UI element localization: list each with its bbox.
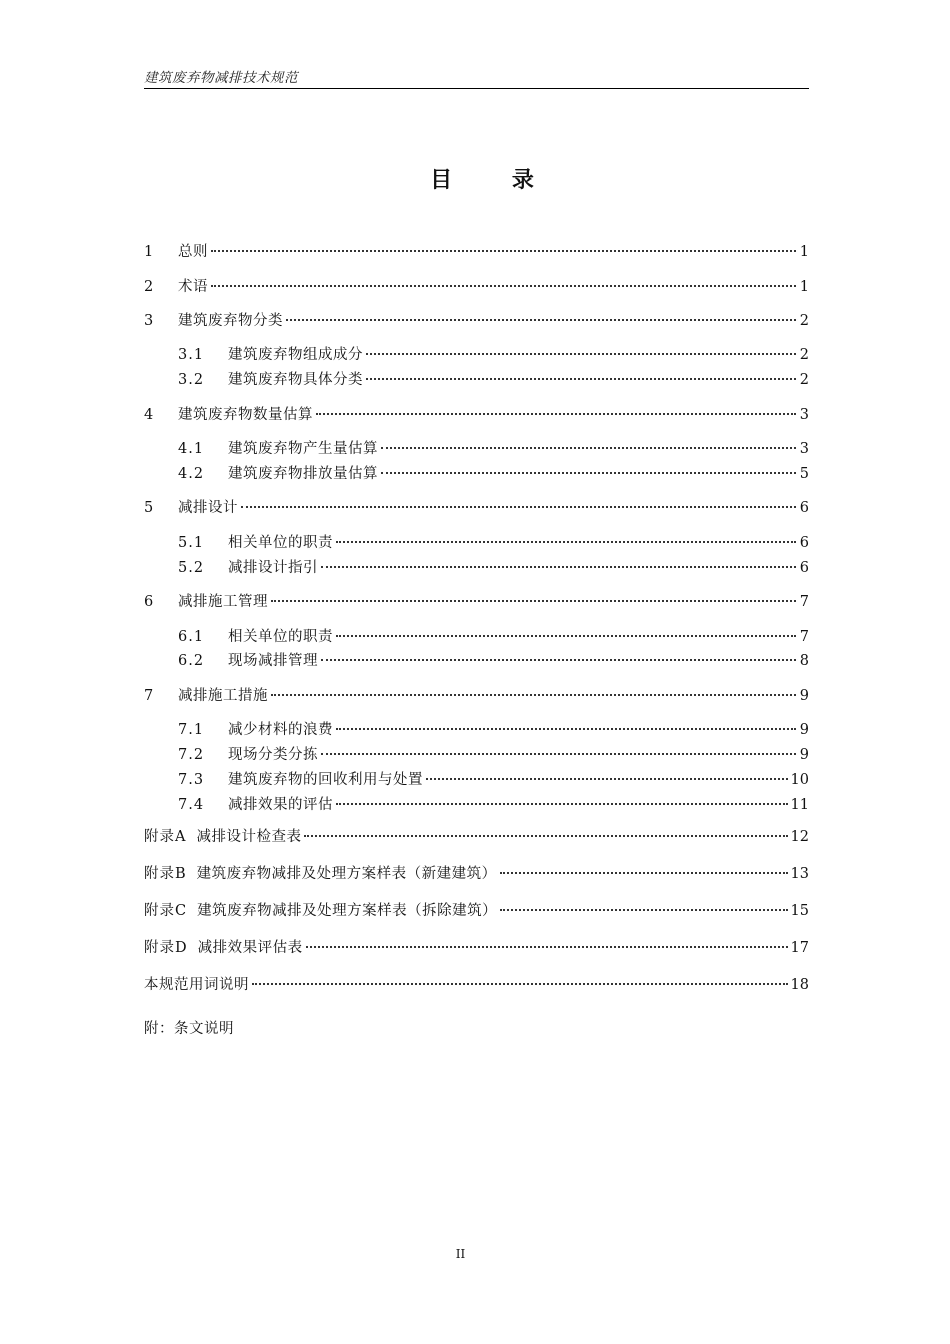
toc-entry[interactable] bbox=[144, 369, 809, 391]
toc-entry-number: 5.2 bbox=[178, 560, 205, 576]
toc-entry-number: 1 bbox=[144, 244, 155, 260]
toc-dot-leader bbox=[286, 319, 796, 321]
toc-entry-number: 4 bbox=[144, 407, 155, 423]
toc-entry-label: 建筑废弃物组成成分 bbox=[228, 347, 363, 363]
toc-dot-leader bbox=[321, 566, 796, 568]
toc-dot-leader bbox=[426, 778, 788, 780]
toc-entry-label: 减少材料的浪费 bbox=[228, 722, 333, 738]
toc-entry-number: 7.1 bbox=[178, 722, 205, 738]
toc-entry-page: 10 bbox=[790, 772, 809, 788]
toc-dot-leader bbox=[304, 835, 787, 837]
toc-dot-leader bbox=[381, 447, 796, 449]
page-number: II bbox=[455, 1247, 466, 1261]
toc-entry-number: 7.4 bbox=[178, 797, 205, 813]
toc-entry-label: 建筑废弃物减排及处理方案样表（新建建筑） bbox=[196, 866, 497, 882]
toc-entry[interactable] bbox=[144, 744, 809, 766]
toc-entry-number: 附录B bbox=[144, 866, 187, 882]
toc-entry-number: 附录C bbox=[144, 903, 188, 919]
toc-entry-page: 9 bbox=[799, 747, 809, 763]
toc-entry-label: 减排效果评估表 bbox=[197, 940, 303, 956]
toc-entry-page: 17 bbox=[790, 940, 809, 956]
toc-dot-leader bbox=[321, 753, 796, 755]
toc-entry-page: 6 bbox=[799, 560, 809, 576]
toc-entry-label: 总则 bbox=[178, 244, 208, 260]
toc-entry-label: 现场分类分拣 bbox=[228, 747, 318, 763]
toc-entry-label: 减排设计指引 bbox=[228, 560, 318, 576]
toc-entry-label: 相关单位的职责 bbox=[228, 535, 333, 551]
toc-entry-page: 5 bbox=[799, 466, 809, 482]
toc-entry[interactable] bbox=[144, 826, 809, 848]
toc-entry-number: 5 bbox=[144, 500, 155, 516]
toc-entry-page: 9 bbox=[799, 722, 809, 738]
toc-entry-page: 7 bbox=[799, 629, 809, 645]
running-header: 建筑废弃物减排技术规范 bbox=[144, 70, 298, 86]
toc-entry-number: 7 bbox=[144, 688, 155, 704]
toc-entry-label: 减排设计检查表 bbox=[196, 829, 302, 845]
toc-dot-leader bbox=[500, 909, 787, 911]
toc-entry-page: 6 bbox=[799, 535, 809, 551]
toc-entry-label: 建筑废弃物的回收利用与处置 bbox=[228, 772, 423, 788]
toc-entry-number: 7.3 bbox=[178, 772, 205, 788]
toc-entry-page: 13 bbox=[790, 866, 809, 882]
toc-entry[interactable] bbox=[144, 900, 809, 922]
toc-entry[interactable] bbox=[144, 685, 809, 707]
toc-entry-label: 建筑废弃物具体分类 bbox=[228, 372, 363, 388]
header-rule bbox=[144, 88, 809, 89]
toc-entry[interactable] bbox=[144, 310, 809, 332]
toc-dot-leader bbox=[500, 872, 788, 874]
toc-entry-page: 2 bbox=[799, 372, 809, 388]
toc-entry-number: 3.1 bbox=[178, 347, 205, 363]
toc-entry-page: 15 bbox=[790, 903, 809, 919]
toc-entry[interactable] bbox=[144, 974, 809, 996]
toc-entry-page: 7 bbox=[799, 594, 809, 610]
toc-entry[interactable] bbox=[144, 650, 809, 672]
toc-dot-leader bbox=[381, 472, 796, 474]
toc-entry-label: 本规范用词说明 bbox=[144, 977, 249, 993]
toc-entry-page: 1 bbox=[799, 244, 809, 260]
toc-entry-number: 附录D bbox=[144, 940, 188, 956]
toc-entry[interactable] bbox=[144, 626, 809, 648]
toc-dot-leader bbox=[211, 250, 796, 252]
toc-entry-label: 减排施工措施 bbox=[178, 688, 268, 704]
toc-entry[interactable] bbox=[144, 344, 809, 366]
toc-entry[interactable] bbox=[144, 241, 809, 263]
toc-entry-label: 建筑废弃物数量估算 bbox=[178, 407, 313, 423]
toc-entry-number: 附录A bbox=[144, 829, 187, 845]
toc-dot-leader bbox=[336, 803, 788, 805]
toc-entry-label: 减排施工管理 bbox=[178, 594, 268, 610]
toc-entry-page: 2 bbox=[799, 313, 809, 329]
toc-entry-page: 2 bbox=[799, 347, 809, 363]
toc-entry-number: 4.2 bbox=[178, 466, 205, 482]
toc-entry-label: 减排设计 bbox=[178, 500, 238, 516]
toc-entry[interactable] bbox=[144, 794, 809, 816]
toc-entry[interactable] bbox=[144, 591, 809, 613]
toc-title: 目 录 bbox=[430, 168, 560, 193]
toc-entry-page: 8 bbox=[799, 653, 809, 669]
toc-entry-page: 11 bbox=[790, 797, 809, 813]
toc-entry[interactable] bbox=[144, 719, 809, 741]
toc-entry[interactable] bbox=[144, 863, 809, 885]
toc-entry-label: 术语 bbox=[178, 279, 208, 295]
toc-dot-leader bbox=[241, 506, 796, 508]
toc-dot-leader bbox=[211, 285, 796, 287]
toc-entry-number: 6 bbox=[144, 594, 155, 610]
toc-entry[interactable] bbox=[144, 769, 809, 791]
toc-entry-label: 相关单位的职责 bbox=[228, 629, 333, 645]
toc-entry-label: 现场减排管理 bbox=[228, 653, 318, 669]
toc-entry[interactable] bbox=[144, 276, 809, 298]
toc-dot-leader bbox=[366, 378, 796, 380]
toc-entry-number: 4.1 bbox=[178, 441, 205, 457]
toc-entry-label: 建筑废弃物减排及处理方案样表（拆除建筑） bbox=[197, 903, 498, 919]
toc-entry-number: 3.2 bbox=[178, 372, 205, 388]
toc-entry-label: 建筑废弃物分类 bbox=[178, 313, 283, 329]
toc-entry-number: 3 bbox=[144, 313, 155, 329]
toc-entry-number: 7.2 bbox=[178, 747, 205, 763]
toc-entry-number: 5.1 bbox=[178, 535, 205, 551]
toc-entry[interactable] bbox=[144, 532, 809, 554]
toc-entry-page: 12 bbox=[790, 829, 809, 845]
toc-entry-page: 1 bbox=[799, 279, 809, 295]
toc-entry[interactable] bbox=[144, 438, 809, 460]
toc-entry-label: 建筑废弃物排放量估算 bbox=[228, 466, 378, 482]
toc-entry-label: 减排效果的评估 bbox=[228, 797, 333, 813]
toc-dot-leader bbox=[271, 694, 796, 696]
toc-entry-number: 2 bbox=[144, 279, 155, 295]
toc-dot-leader bbox=[336, 728, 796, 730]
toc-entry-label: 建筑废弃物产生量估算 bbox=[228, 441, 378, 457]
toc-dot-leader bbox=[321, 659, 796, 661]
toc-entry-page: 3 bbox=[799, 441, 809, 457]
toc-dot-leader bbox=[336, 635, 796, 637]
toc-entry-page: 3 bbox=[799, 407, 809, 423]
toc-entry[interactable] bbox=[144, 557, 809, 579]
toc-dot-leader bbox=[252, 983, 788, 985]
toc-dot-leader bbox=[306, 946, 788, 948]
toc-dot-leader bbox=[336, 541, 796, 543]
toc-entry-number: 6.2 bbox=[178, 653, 205, 669]
toc-dot-leader bbox=[271, 600, 796, 602]
toc-dot-leader bbox=[366, 353, 796, 355]
toc-entry-page: 6 bbox=[799, 500, 809, 516]
toc-entry-number: 6.1 bbox=[178, 629, 205, 645]
toc-entry[interactable] bbox=[144, 404, 809, 426]
toc-entry[interactable] bbox=[144, 937, 809, 959]
toc-entry[interactable] bbox=[144, 463, 809, 485]
toc-entry[interactable] bbox=[144, 497, 809, 519]
toc-entry-page: 18 bbox=[790, 977, 809, 993]
toc-entry-page: 9 bbox=[799, 688, 809, 704]
appendix-note: 附：条文说明 bbox=[144, 1021, 234, 1037]
toc-dot-leader bbox=[316, 413, 796, 415]
